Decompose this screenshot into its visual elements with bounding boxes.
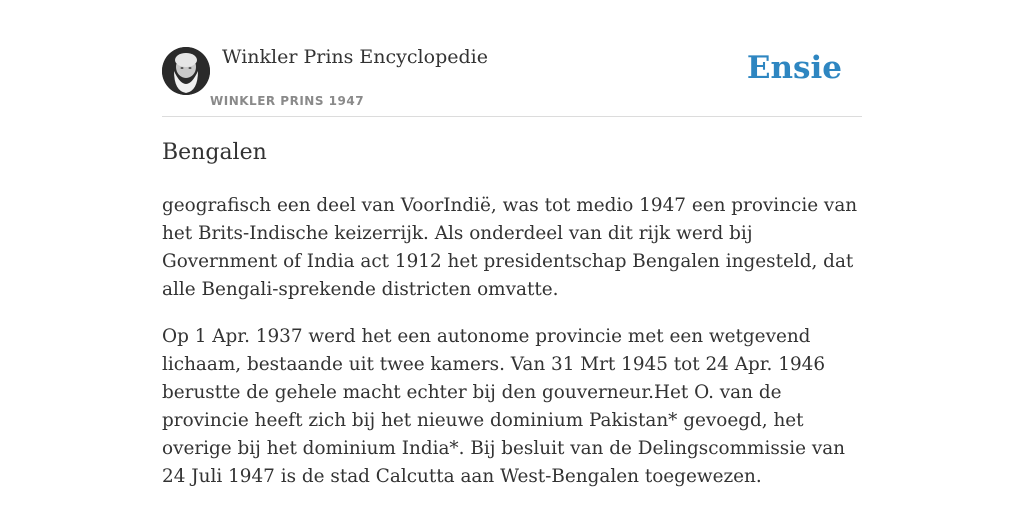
- portrait-icon: [162, 47, 210, 95]
- article-paragraph: geografisch een deel van VoorIndië, was tot medio 1947 een provincie van het Brits-Indische keizerrijk. Als onderdeel van dit rijk werd bij Government of India act 1912 het presidentschap Bengalen ingesteld, dat alle Bengali-sprekende districten omvatte.: [162, 195, 858, 300]
- source-header: [162, 44, 862, 117]
- article-body: [162, 192, 862, 510]
- source-title[interactable]: Winkler Prins Encyclopedie: [222, 46, 488, 68]
- article-paragraph: Op 1 Apr. 1937 werd het een autonome provincie met een wetgevend lichaam, bestaande uit twee kamers. Van 31 Mrt 1945 tot 24 Apr. 1946 berustte de gehele macht echter bij den gouverneur.Het O. van de provincie heeft zich bij het nieuwe dominium Pakistan* gevoegd, het overige bij het dominium India*. Bij besluit van de Delingscommissie van 24 Juli 1947 is de stad Calcutta aan West-Bengalen toegewezen.: [162, 326, 846, 487]
- brand-logo[interactable]: Ensie: [746, 50, 842, 86]
- avatar[interactable]: [162, 47, 210, 95]
- article-title: Bengalen: [162, 140, 267, 165]
- source-subtitle: WINKLER PRINS 1947: [210, 94, 365, 108]
